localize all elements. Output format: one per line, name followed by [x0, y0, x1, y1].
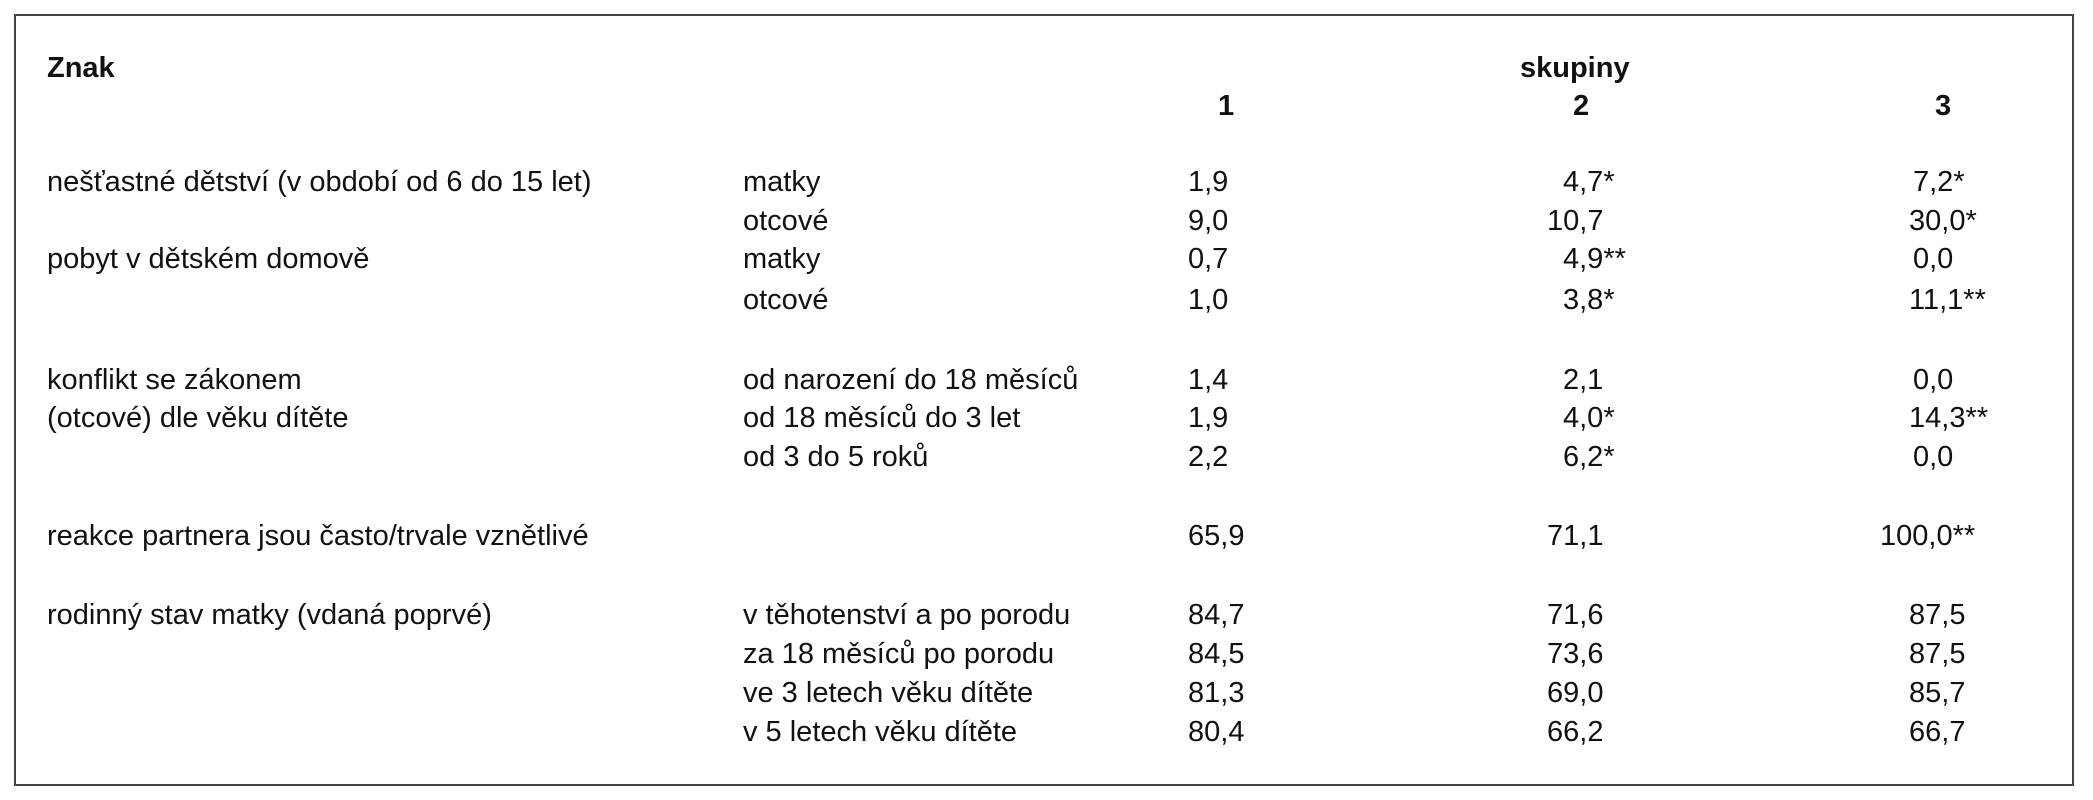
cell-group-1: 9,0	[1188, 205, 1229, 237]
group-header-2: 2	[1573, 90, 1590, 122]
row-label: reakce partnera jsou často/trvale vznětlivé	[47, 520, 589, 552]
cell-group-3: 66,7	[1909, 716, 1966, 748]
cell-group-1: 2,2	[1188, 441, 1229, 473]
cell-group-2: 4,9**	[1563, 243, 1626, 275]
cell-group-2: 4,7*	[1563, 166, 1615, 198]
row-sublabel: v těhotenství a po porodu	[743, 599, 1071, 631]
cell-group-1: 81,3	[1188, 677, 1245, 709]
cell-group-2: 3,8*	[1563, 284, 1615, 316]
group-header-1: 1	[1218, 90, 1235, 122]
row-sublabel: v 5 letech věku dítěte	[743, 716, 1018, 748]
row-sublabel: od 3 do 5 roků	[743, 441, 929, 473]
cell-group-1: 0,7	[1188, 243, 1229, 275]
row-label: nešťastné dětství (v období od 6 do 15 let)	[47, 166, 592, 198]
cell-group-2: 6,2*	[1563, 441, 1615, 473]
cell-group-1: 65,9	[1188, 520, 1245, 552]
column-header-skupiny: skupiny	[1520, 52, 1630, 84]
row-label: (otcové) dle věku dítěte	[47, 402, 349, 434]
row-sublabel: za 18 měsíců po porodu	[743, 638, 1055, 670]
cell-group-2: 4,0*	[1563, 402, 1615, 434]
row-sublabel: matky	[743, 166, 821, 198]
cell-group-1: 1,9	[1188, 402, 1229, 434]
row-label: konflikt se zákonem	[47, 364, 302, 396]
row-sublabel: otcové	[743, 205, 829, 237]
cell-group-2: 66,2	[1547, 716, 1604, 748]
cell-group-3: 0,0	[1913, 441, 1954, 473]
cell-group-1: 80,4	[1188, 716, 1245, 748]
cell-group-1: 1,9	[1188, 166, 1229, 198]
cell-group-2: 71,1	[1547, 520, 1604, 552]
cell-group-1: 84,5	[1188, 638, 1245, 670]
cell-group-3: 14,3**	[1909, 402, 1989, 434]
cell-group-2: 73,6	[1547, 638, 1604, 670]
group-header-3: 3	[1935, 90, 1952, 122]
row-label: pobyt v dětském domově	[47, 243, 370, 275]
row-label: rodinný stav matky (vdaná poprvé)	[47, 599, 492, 631]
cell-group-1: 84,7	[1188, 599, 1245, 631]
cell-group-2: 71,6	[1547, 599, 1604, 631]
row-sublabel: ve 3 letech věku dítěte	[743, 677, 1034, 709]
cell-group-3: 85,7	[1909, 677, 1966, 709]
cell-group-3: 87,5	[1909, 638, 1966, 670]
cell-group-1: 1,4	[1188, 364, 1229, 396]
cell-group-2: 69,0	[1547, 677, 1604, 709]
cell-group-3: 0,0	[1913, 243, 1954, 275]
cell-group-1: 1,0	[1188, 284, 1229, 316]
table-frame	[14, 14, 2074, 786]
cell-group-2: 2,1	[1563, 364, 1604, 396]
column-header-znak: Znak	[47, 52, 115, 84]
cell-group-3: 100,0**	[1880, 520, 1976, 552]
cell-group-3: 11,1**	[1909, 284, 1986, 316]
cell-group-2: 10,7	[1547, 205, 1604, 237]
row-sublabel: matky	[743, 243, 821, 275]
cell-group-3: 30,0*	[1909, 205, 1977, 237]
row-sublabel: od narození do 18 měsíců	[743, 364, 1079, 396]
cell-group-3: 0,0	[1913, 364, 1954, 396]
row-sublabel: otcové	[743, 284, 829, 316]
cell-group-3: 87,5	[1909, 599, 1966, 631]
cell-group-3: 7,2*	[1913, 166, 1965, 198]
row-sublabel: od 18 měsíců do 3 let	[743, 402, 1021, 434]
